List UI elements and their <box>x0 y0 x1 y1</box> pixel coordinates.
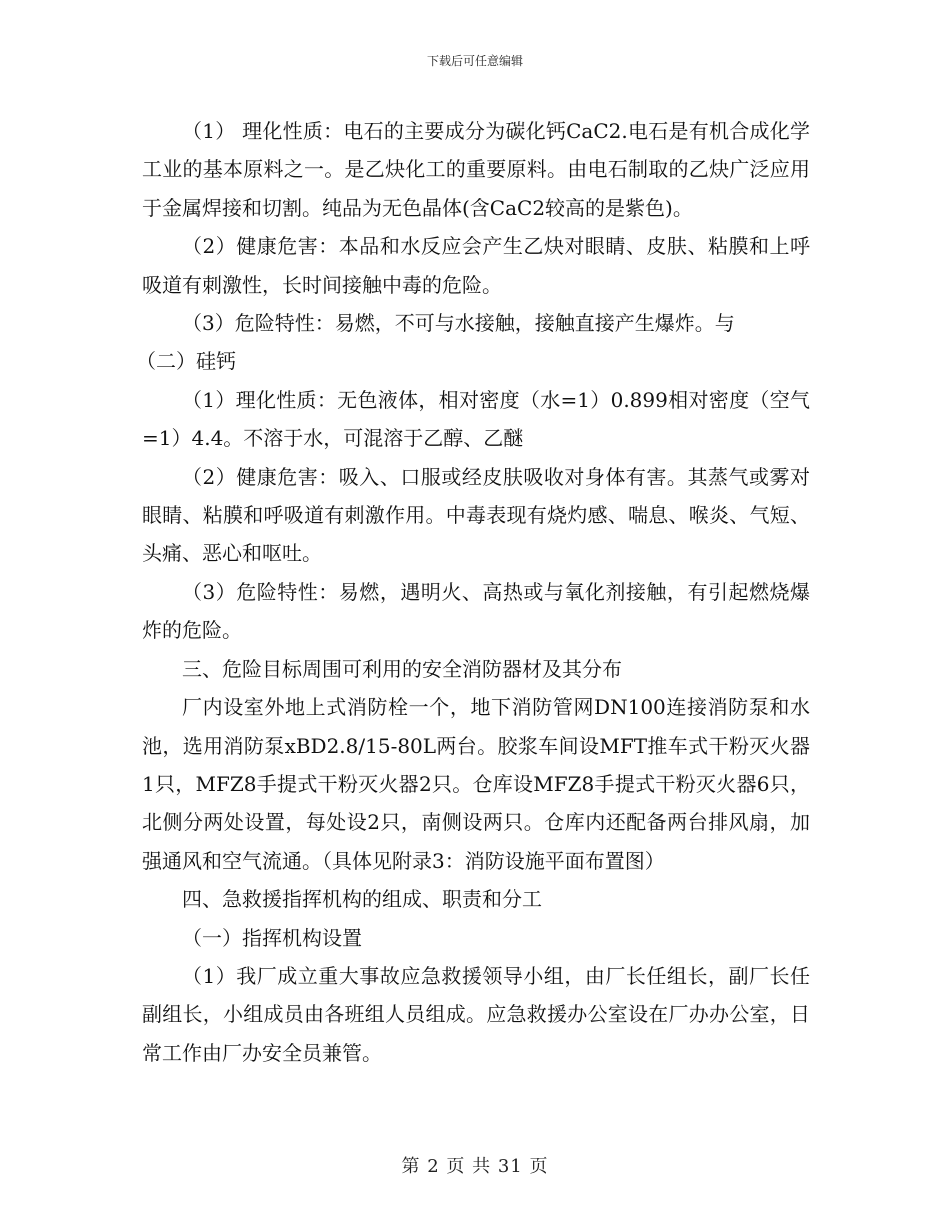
subsection-heading-command-setup: （一）指挥机构设置 <box>182 925 362 950</box>
paragraph-silicon-calcium-hazard: （3）危险特性：易燃，遇明火、高热或与氧化剂接触，有引起燃烧爆炸的危险。 <box>142 579 810 643</box>
paragraph-calcium-carbide-properties: （1） 理化性质：电石的主要成分为碳化钙CaC2.电石是有机合成化学工业的基本原料之一。是乙炔化工的重要原料。由电石制取的乙炔广泛应用于金属焊接和切割。纯品为无色晶体(含CaC2较高的是紫色)。 <box>142 119 810 220</box>
paragraph-silicon-calcium-properties: （1）理化性质：无色液体，相对密度（水=1）0.899相对密度（空气=1）4.4。不溶于水，可混溶于乙醇、乙醚 <box>142 387 810 451</box>
page-header: 下载后可任意编辑 <box>426 54 523 68</box>
paragraph-calcium-carbide-hazard: （3）危险特性：易燃，不可与水接触，接触直接产生爆炸。与 <box>182 311 735 336</box>
section-heading-command-structure: 四、急救援指挥机构的组成、职责和分工 <box>182 887 542 912</box>
section-heading-fire-equipment: 三、危险目标周围可利用的安全消防器材及其分布 <box>182 656 622 681</box>
section-heading-silicon-calcium: （二）硅钙 <box>136 349 236 374</box>
page-footer: 第 2 页 共 31 页 <box>401 1156 549 1177</box>
document-body <box>136 112 810 1072</box>
paragraph-command-setup: （1）我厂成立重大事故应急救援领导小组，由厂长任组长，副厂长任副组长，小组成员由各班组人员组成。应急救援办公室设在厂办办公室，日常工作由厂办安全员兼管。 <box>142 963 810 1065</box>
paragraph-calcium-carbide-health: （2）健康危害：本品和水反应会产生乙炔对眼睛、皮肤、粘膜和上呼吸道有刺激性，长时间接触中毒的危险。 <box>142 234 810 297</box>
paragraph-silicon-calcium-health: （2）健康危害：吸入、口服或经皮肤吸收对身体有害。其蒸气或雾对眼睛、粘膜和呼吸道有刺激作用。中毒表现有烧灼感、喘息、喉炎、气短、头痛、恶心和呕吐。 <box>142 464 810 566</box>
paragraph-fire-equipment: 厂内设室外地上式消防栓一个，地下消防管网DN100连接消防泵和水池，选用消防泵xBD2.8/15-80L两台。胶浆车间设MFT推车式干粉灭火器1只，MFZ8手提式干粉灭火器2只。仓库设MFZ8手提式干粉灭火器6只，北侧分两处设置，每处设2只，南侧设两只。仓库内还配备两台排风扇，加强通风和空气流通。（具体见附录3：消防设施平面布置图） <box>142 695 810 873</box>
